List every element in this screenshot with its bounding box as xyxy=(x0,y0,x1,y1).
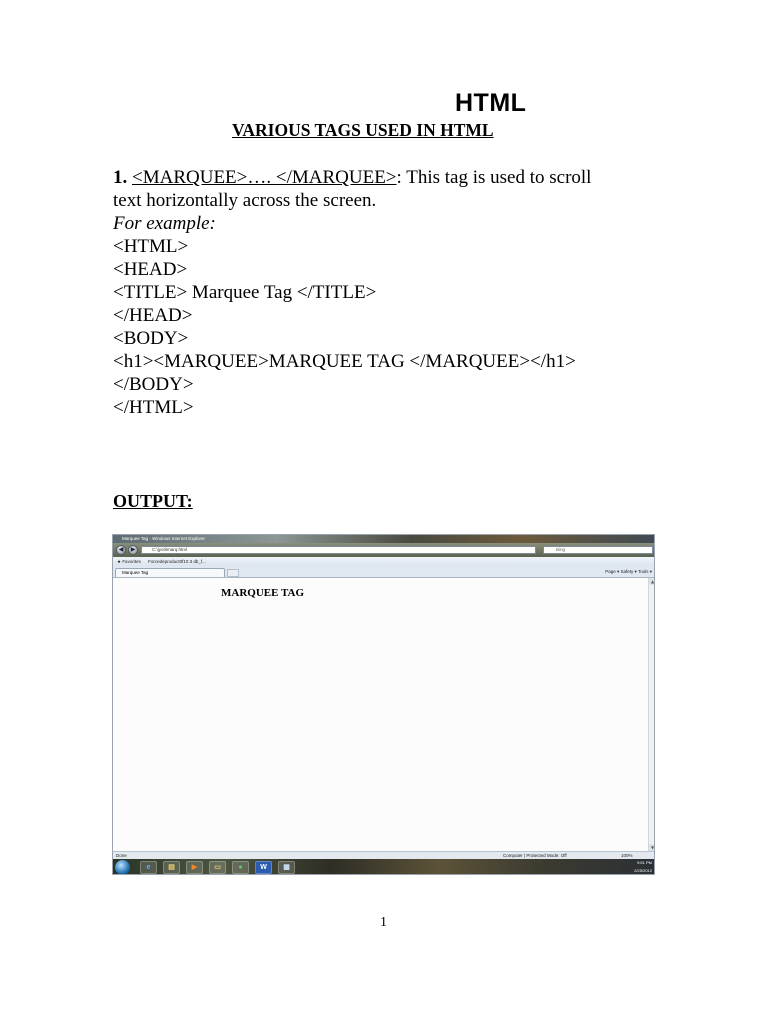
command-bar[interactable]: Page ▾ Safety ▾ Tools ▾ xyxy=(605,569,652,574)
item-line-1 xyxy=(113,166,591,189)
back-arrow-icon[interactable]: ◀ xyxy=(116,545,126,555)
code-line: <HTML> xyxy=(113,236,189,257)
favorites-link[interactable]: Forcedeproduct0f10.3 db_f... xyxy=(148,559,206,564)
notepad-icon[interactable]: ▦ xyxy=(278,861,295,874)
forward-arrow-icon[interactable]: ▶ xyxy=(128,545,138,555)
ie-icon[interactable]: e xyxy=(140,861,157,874)
code-line: <TITLE> Marquee Tag </TITLE> xyxy=(113,282,377,303)
browser-screenshot xyxy=(112,534,655,875)
example-label: For example: xyxy=(113,213,216,234)
status-text: Done xyxy=(116,853,127,858)
zoom-level[interactable]: 100% xyxy=(621,853,633,858)
code-line: </HTML> xyxy=(113,397,194,418)
document-subtitle: VARIOUS TAGS USED IN HTML xyxy=(232,120,494,140)
clock-time[interactable]: 9:51 PM xyxy=(637,860,652,865)
windows-taskbar xyxy=(113,859,655,875)
tab-marquee[interactable]: Marquee Tag xyxy=(115,568,225,577)
address-bar[interactable]: C:\jyoti\marq.html xyxy=(141,546,536,554)
item-tag: <MARQUEE>…. </MARQUEE> xyxy=(132,167,397,188)
folder-icon[interactable]: ▭ xyxy=(209,861,226,874)
page-viewport xyxy=(113,578,648,851)
code-line: <h1><MARQUEE>MARQUEE TAG </MARQUEE></h1> xyxy=(113,351,576,372)
code-line: </HEAD> xyxy=(113,305,193,326)
favorites-label[interactable]: Favorites xyxy=(122,559,141,564)
page-number: 1 xyxy=(380,915,387,930)
vertical-scrollbar[interactable] xyxy=(648,578,655,851)
marquee-heading: MARQUEE TAG xyxy=(221,587,305,599)
browser-window-title: Marquee Tag - Windows Internet Explorer xyxy=(122,536,205,541)
scroll-down-icon[interactable]: ▼ xyxy=(650,845,655,850)
chrome-icon[interactable]: ● xyxy=(232,861,249,874)
word-icon[interactable]: W xyxy=(255,861,272,874)
refresh-stop-icons[interactable]: ▾ ⟳ ✕ xyxy=(515,547,530,553)
browser-nav-bar xyxy=(113,543,655,557)
system-tray xyxy=(634,859,652,875)
document-title: HTML xyxy=(455,89,527,117)
code-line: <HEAD> xyxy=(113,259,188,280)
code-line: <BODY> xyxy=(113,328,189,349)
output-label: OUTPUT: xyxy=(113,491,193,511)
scroll-up-icon[interactable]: ▲ xyxy=(650,579,655,584)
security-zone: Computer | Protected Mode: Off xyxy=(503,853,567,858)
browser-title-bar xyxy=(113,535,655,543)
clock-date[interactable]: 2/25/2012 xyxy=(634,868,652,873)
item-number: 1. xyxy=(113,167,128,188)
item-description-first: : This tag is used to scroll xyxy=(396,167,592,188)
item-description-second: text horizontally across the screen. xyxy=(113,190,377,211)
explorer-icon[interactable]: ▤ xyxy=(163,861,180,874)
search-input[interactable]: Bing xyxy=(543,546,653,554)
favorites-star-icon[interactable]: ★ xyxy=(117,559,122,564)
media-player-icon[interactable]: ▶ xyxy=(186,861,203,874)
window-buttons xyxy=(621,536,654,542)
new-tab-button[interactable] xyxy=(227,569,239,577)
windows-start-icon[interactable] xyxy=(115,860,130,875)
tab-bar xyxy=(113,566,655,578)
code-line: </BODY> xyxy=(113,374,194,395)
